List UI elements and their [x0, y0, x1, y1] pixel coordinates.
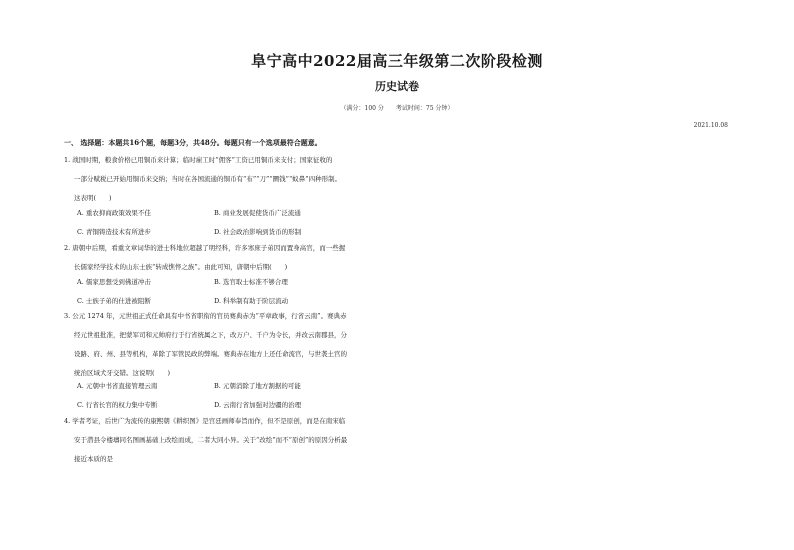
- question-line: 经元世祖批准，把蒙军司和元帅府行于行省统属之下，改万户、千户为令长，并改云南郡县，分: [74, 331, 347, 339]
- question-line: 4. 学者考证，后世广为流传的康熙朝《耕织图》是宫廷画师奉旨而作，但不是原创，而是在南宋临: [64, 417, 346, 425]
- exam-title: 阜宁高中2022届高三年级第二次阶段检测: [251, 52, 543, 70]
- question-2-stem: [64, 239, 394, 277]
- question-line: 1. 战国时期，粮食价格已用铜币来计算；临时雇工时“佣客”工资已用铜币来支付；国家征收的: [64, 156, 333, 164]
- question-line: 安于潜县令楼璹同名图画基础上改绘而成，二者大同小异。关于“改绘”而不“原创”的原因分析最: [74, 436, 348, 444]
- question-1-stem: [64, 151, 394, 208]
- question-3-stem: [64, 307, 394, 383]
- option-b: B. 选官取士标准不够合理: [214, 278, 288, 286]
- option-d: D. 社会政治影响到货币的形制: [214, 228, 302, 236]
- section-title: 一、 选择题：本题共16个题，每题3分，共48分。每题只有一个选项最符合题意。: [64, 138, 322, 147]
- question-2-options: [77, 273, 351, 311]
- option-d: D. 科举制有助于阶层流动: [214, 297, 289, 305]
- option-a: A. 儒家思想受到佛道冲击: [77, 278, 151, 286]
- question-3-options: [77, 377, 351, 415]
- option-a: A. 重农抑商政策效果不佳: [77, 209, 151, 217]
- question-4-stem: [64, 412, 394, 469]
- question-line: 设路、府、州、县等机构，革除了军管民政的弊端。赛典赤在地方上还任命流官，与世袭土官的: [74, 350, 347, 358]
- question-line: 长儒家经学技术的山东士族“转成憔悴之族”。由此可知，唐朝中后期( ): [74, 263, 288, 271]
- option-b: B. 元朝消除了地方割据的可能: [214, 382, 301, 390]
- option-c: C. 士族子弟的仕进被阻断: [77, 297, 151, 305]
- question-line: 这表明( ): [74, 194, 112, 202]
- exam-subtitle: 历史试卷: [375, 80, 419, 93]
- question-1-options: [77, 204, 351, 242]
- option-d: D. 云南行省加强对边疆的治理: [214, 401, 302, 409]
- question-line: 2. 唐朝中后期，看重文章词华的进士科地位超越了明经科，许多寒庶子弟因而置身高官，而一些握: [64, 244, 346, 252]
- option-c: C. 行省长官的权力集中专断: [77, 401, 158, 409]
- option-b: B. 商业发展促使货币广泛流通: [214, 209, 301, 217]
- question-line: 统治区域犬牙交错。这说明( ): [74, 369, 171, 377]
- exam-meta: （满分：100 分 考试时间：75 分钟）: [340, 105, 454, 112]
- question-line: 一部分赋税已开始用铜币来交纳；当时在各国流通的铜币有“布”“刀”“圜钱”“蚁鼻”四种形制。: [74, 175, 342, 183]
- exam-date: 2021.10.08: [693, 122, 728, 129]
- question-line: 3. 公元 1274 年，元世祖正式任命具有中书省职衔的官员赛典赤为“平章政事，行省云南”。赛典赤: [64, 312, 347, 320]
- option-a: A. 元朝中书省直接管理云南: [77, 382, 158, 390]
- question-line: 接近本质的是: [74, 455, 113, 463]
- option-c: C. 青铜铸造技术有所进步: [77, 228, 151, 236]
